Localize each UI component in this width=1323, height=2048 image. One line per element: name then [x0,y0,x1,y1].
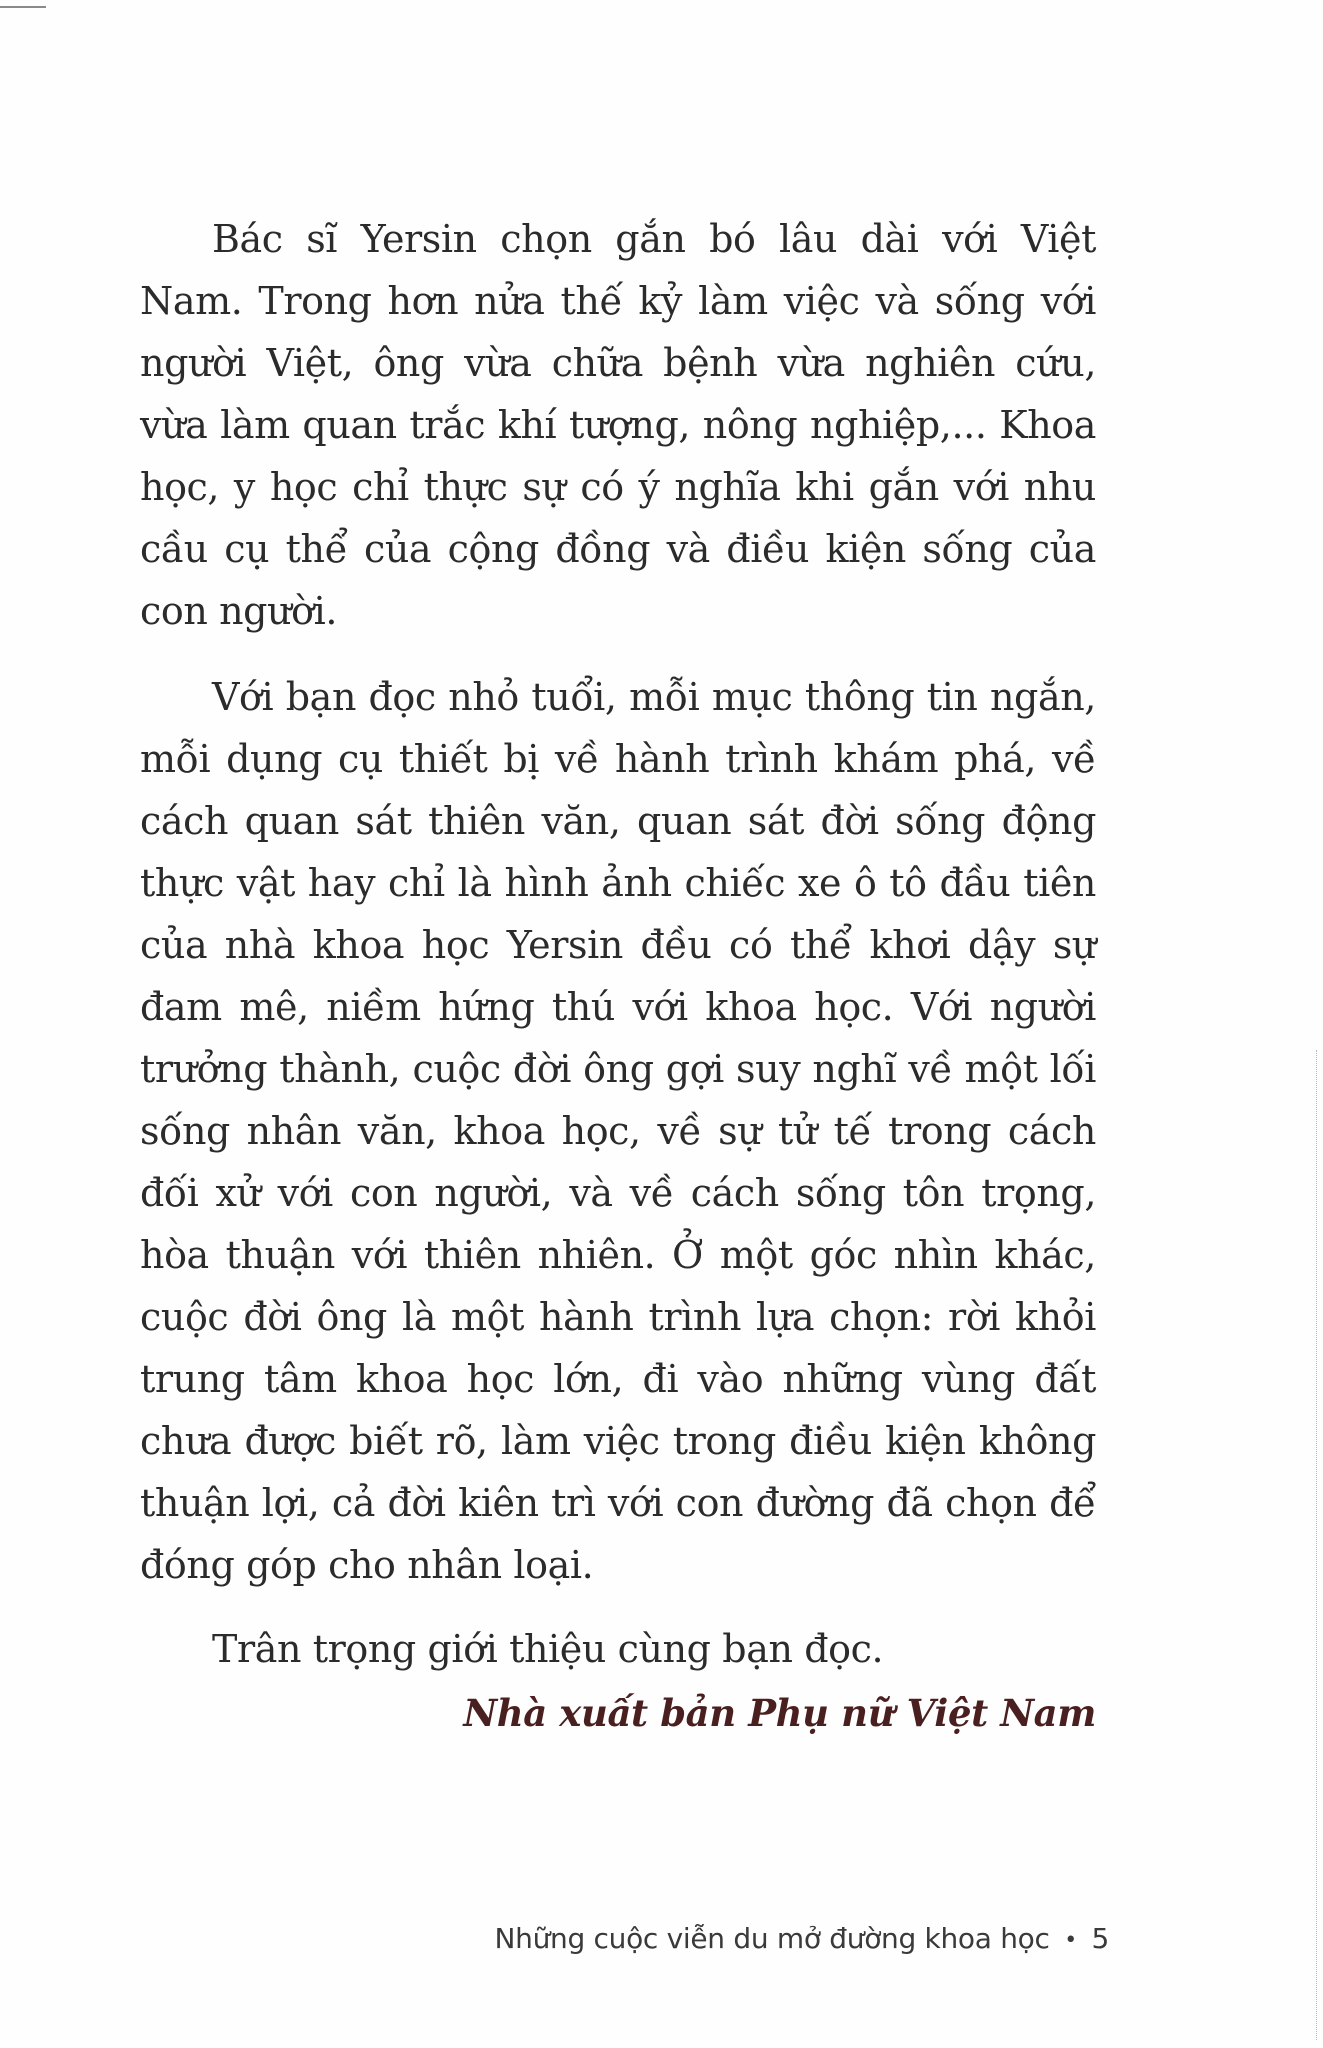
paragraph-readers: Với bạn đọc nhỏ tuổi, mỗi mục thông tin ngắn, mỗi dụng cụ thiết bị về hành trình khám phá, về cách quan sát thiên văn, quan sát đời sống động thực vật hay chỉ là hình ảnh chiếc xe ô tô đầu tiên của nhà khoa học Yersin đều có thể khơi dậy sự đam mê, niềm hứng thú với khoa học. Với người trưởng thành, cuộc đời ông gợi suy nghĩ về một lối sống nhân văn, khoa học, về sự tử tế trong cách đối xử với con người, và về cách sống tôn trọng, hòa thuận với thiên nhiên. Ở một góc nhìn khác, cuộc đời ông là một hành trình lựa chọn: rời khỏi trung tâm khoa học lớn, đi vào những vùng đất chưa được biết rõ, làm việc trong điều kiện không thuận lợi, cả đời kiên trì với con đường đã chọn để đóng góp cho nhân loại. [140,675,1096,1587]
page-number: 5 [1091,1922,1109,1955]
running-title: Những cuộc viễn du mở đường khoa học [494,1922,1050,1955]
paragraph-yersin-vietnam: Bác sĩ Yersin chọn gắn bó lâu dài với Việt Nam. Trong hơn nửa thế kỷ làm việc và sống với người Việt, ông vừa chữa bệnh vừa nghiên cứu, vừa làm quan trắc khí tượng, nông nghiệp,... Khoa học, y học chỉ thực sự có ý nghĩa khi gắn với nhu cầu cụ thể của cộng đồng và điều kiện sống của con người. [140,217,1096,633]
closing-line: Trân trọng giới thiệu cùng bạn đọc. [212,1627,884,1671]
page-body [140,208,1096,1744]
page-edge-line [1315,1050,1317,2040]
publisher-signature: Nhà xuất bản Phụ nữ Việt Nam [463,1691,1096,1735]
scan-edge-mark [0,6,46,8]
footer-separator: • [1064,1927,1077,1953]
page-footer [495,1922,1110,1955]
